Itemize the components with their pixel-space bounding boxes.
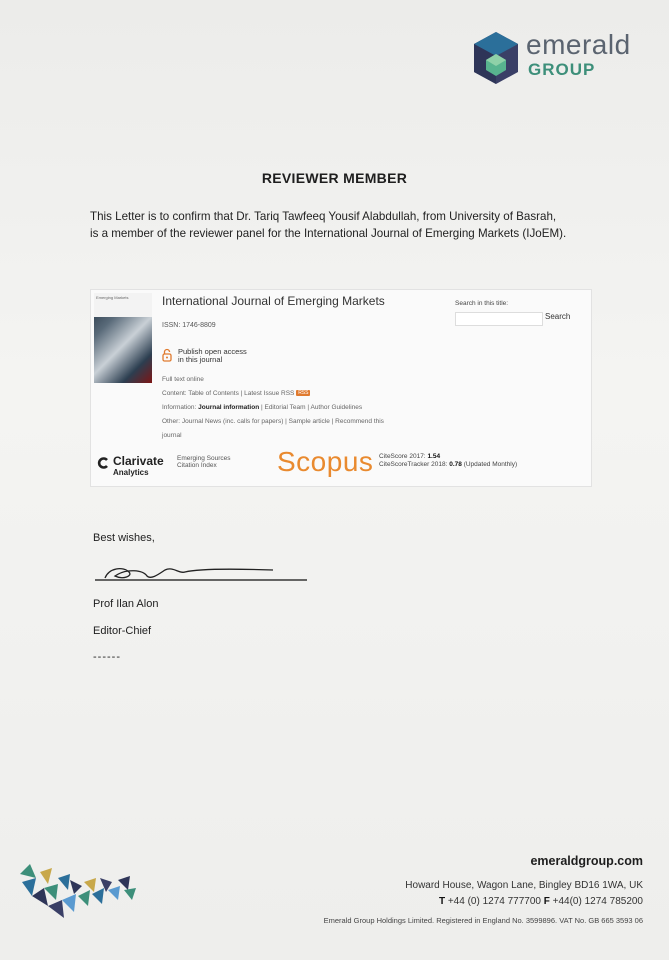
search-button[interactable]: Search bbox=[545, 312, 571, 321]
information-line bbox=[162, 404, 362, 411]
esci-line-2: Citation Index bbox=[177, 462, 217, 469]
clarivate-sub: Analytics bbox=[113, 468, 149, 477]
issn-text: ISSN: 1746-8809 bbox=[162, 322, 216, 329]
emerald-logo-word: emerald bbox=[526, 29, 631, 60]
tel-label: T bbox=[438, 896, 446, 907]
tracker-line bbox=[379, 461, 517, 469]
fax-label: F bbox=[543, 896, 550, 907]
scopus-logo: Scopus bbox=[277, 446, 374, 477]
citescore-line bbox=[379, 453, 517, 461]
tracker-value: 0.78 bbox=[449, 461, 462, 468]
signature-image bbox=[93, 556, 313, 586]
esci-label bbox=[177, 455, 230, 469]
footer-phone-fax bbox=[300, 896, 643, 907]
journal-cover-image bbox=[94, 293, 152, 383]
other-line-2[interactable]: journal bbox=[162, 432, 182, 439]
information-links[interactable]: | Editorial Team | Author Guidelines bbox=[260, 404, 363, 411]
content-links[interactable]: Content: Table of Contents | Latest Issue RSS bbox=[162, 390, 295, 397]
signatory-name: Prof Ilan Alon bbox=[93, 598, 159, 610]
tracker-note: (Updated Monthly) bbox=[463, 461, 518, 468]
cover-header: Emerging Markets bbox=[94, 293, 152, 317]
citescore-value: 1.54 bbox=[427, 453, 441, 460]
tracker-label: CiteScoreTracker 2018: bbox=[379, 461, 448, 468]
citescore-label: CiteScore 2017: bbox=[379, 453, 426, 460]
emerald-logo-icon bbox=[472, 30, 520, 86]
signatory-role: Editor-Chief bbox=[93, 625, 152, 637]
full-text-link[interactable]: Full text online bbox=[162, 376, 204, 383]
letter-title: REVIEWER MEMBER bbox=[261, 170, 408, 186]
footer-registration: Emerald Group Holdings Limited. Registered in England No. 3599896. VAT No. GB 665 3593 06 bbox=[323, 916, 643, 925]
footer-website: emeraldgroup.com bbox=[530, 854, 643, 868]
fax-number: +44(0) 1274 785200 bbox=[552, 896, 643, 907]
journal-information-link[interactable]: Journal information bbox=[198, 404, 260, 411]
search-input[interactable] bbox=[455, 312, 543, 326]
search-label: Search in this title: bbox=[455, 300, 509, 307]
information-label: Information: bbox=[162, 404, 197, 411]
open-access-link[interactable] bbox=[178, 348, 247, 364]
clarivate-name: Clarivate bbox=[113, 454, 164, 468]
letter-line-2: is a member of the reviewer panel for the International Journal of Emerging Markets (IJoEM). bbox=[90, 227, 567, 240]
tel-number: +44 (0) 1274 777700 bbox=[447, 896, 541, 907]
open-access-lock-icon bbox=[162, 348, 172, 362]
content-line bbox=[162, 390, 310, 397]
letter-body bbox=[90, 208, 610, 242]
journal-page-screenshot bbox=[90, 289, 592, 487]
open-access-line-1: Publish open access bbox=[178, 347, 247, 356]
dashes: ------ bbox=[93, 651, 121, 663]
footer-address: Howard House, Wagon Lane, Bingley BD16 1WA, UK bbox=[405, 880, 643, 891]
emerald-logo-group: GROUP bbox=[528, 60, 596, 79]
closing-text: Best wishes, bbox=[93, 532, 155, 544]
esci-line-1: Emerging Sources bbox=[177, 455, 231, 462]
rss-badge[interactable]: RSS bbox=[298, 390, 309, 397]
open-access-line-2: in this journal bbox=[178, 355, 223, 364]
citescore-block bbox=[379, 453, 517, 469]
letter-line-1: This Letter is to confirm that Dr. Tariq Tawfeeq Yousif Alabdullah, from University of Basrah, bbox=[90, 210, 557, 223]
journal-title-link[interactable]: International Journal of Emerging Markets bbox=[162, 294, 385, 308]
footer-decorative-art bbox=[18, 860, 138, 924]
clarivate-logo-icon bbox=[97, 457, 109, 469]
other-line-1[interactable]: Other: Journal News (inc. calls for papers) | Sample article | Recommend this bbox=[162, 418, 384, 425]
